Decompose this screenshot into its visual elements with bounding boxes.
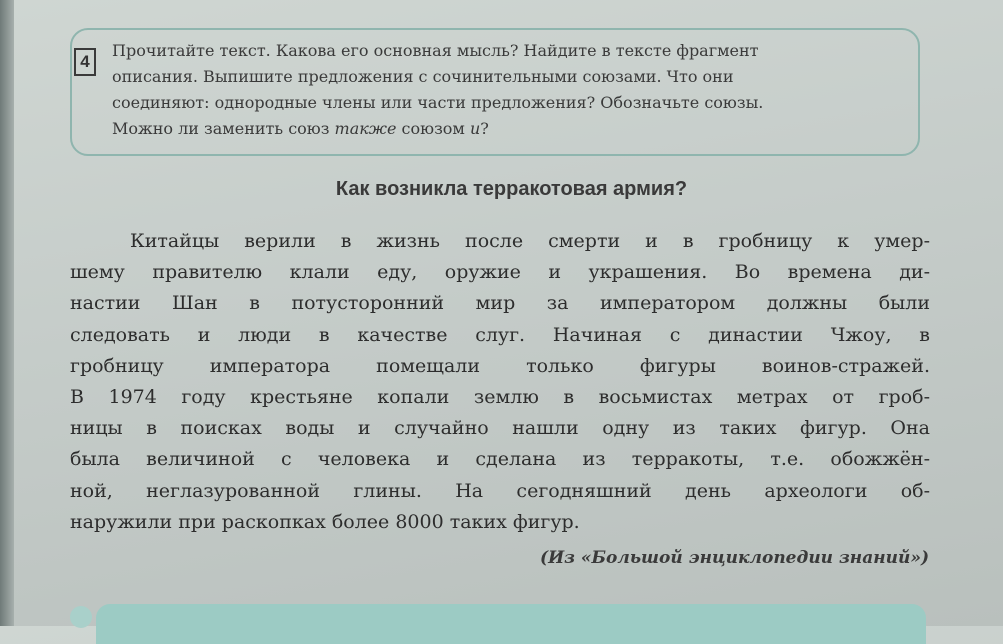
task-text-segment: союзом bbox=[396, 119, 470, 138]
article-line: настии Шан в потусторонний мир за императором должны были bbox=[70, 292, 930, 315]
next-task-marker bbox=[70, 606, 92, 628]
article-line: была величиной с человека и сделана из терракоты, т.е. обожжён- bbox=[70, 448, 930, 471]
article-line: В 1974 году крестьяне копали землю в восьмистах метрах от гроб- bbox=[70, 386, 930, 409]
task-text-segment: ? bbox=[480, 119, 489, 138]
task-emphasis-word: и bbox=[469, 119, 481, 138]
article-line: следовать и люди в качестве слуг. Начиная с династии Чжоу, в bbox=[70, 323, 930, 346]
article-line: шему правителю клали еду, оружие и украшения. Во времена ди- bbox=[70, 261, 930, 284]
task-instructions bbox=[112, 38, 912, 142]
task-line: описания. Выпишите предложения с сочинительными союзами. Что они bbox=[112, 67, 734, 86]
page-left-edge bbox=[0, 0, 14, 626]
task-line: соединяют: однородные члены или части предложения? Обозначьте союзы. bbox=[112, 93, 764, 112]
task-emphasis-word: также bbox=[334, 119, 397, 138]
article-source: (Из «Большой энциклопедии знаний») bbox=[540, 548, 929, 568]
task-line-last bbox=[112, 116, 912, 142]
article-line: Китайцы верили в жизнь после смерти и в гробницу к умер- bbox=[130, 230, 930, 252]
article-line: ницы в поисках воды и случайно нашли одну из таких фигур. Она bbox=[70, 417, 930, 440]
article-line: гробницу императора помещали только фигуры воинов-стражей. bbox=[70, 354, 930, 377]
article-title: Как возникла терракотовая армия? bbox=[335, 178, 688, 200]
article-body bbox=[70, 226, 930, 538]
task-text-segment: Можно ли заменить союз bbox=[112, 119, 335, 138]
task-number: 4 bbox=[74, 48, 96, 76]
next-section-band bbox=[96, 604, 926, 644]
article-line: наружили при раскопках более 8000 таких фигур. bbox=[70, 510, 580, 533]
article-line: ной, неглазурованной глины. На сегодняшний день археологи об- bbox=[70, 479, 930, 502]
task-line: Прочитайте текст. Какова его основная мысль? Найдите в тексте фрагмент bbox=[112, 41, 759, 60]
